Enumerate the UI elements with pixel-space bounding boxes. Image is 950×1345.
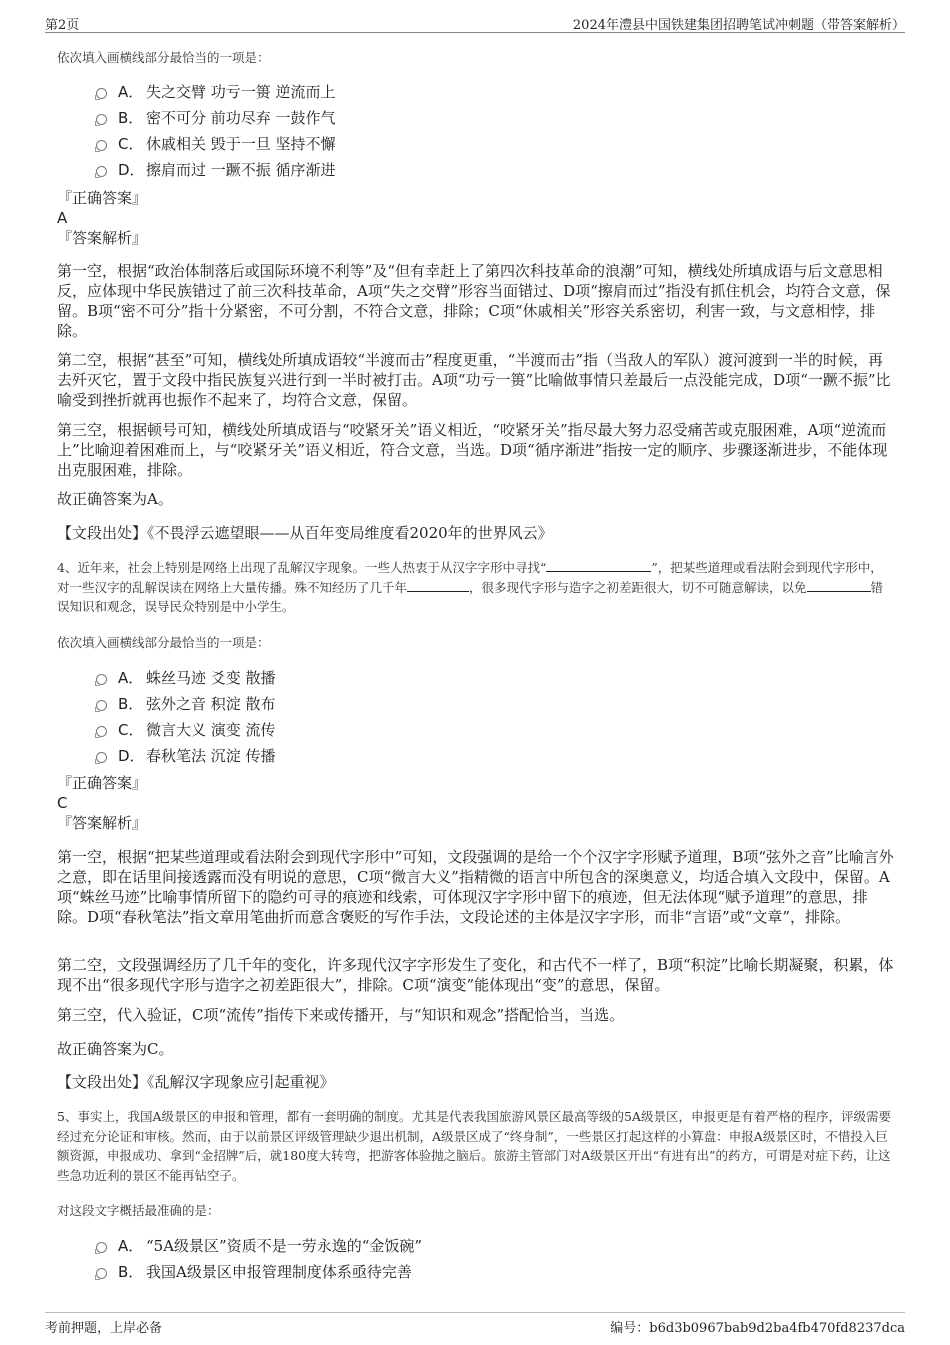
q3-option-a[interactable]: A． 失之交臂 功亏一篑 逆流而上 [96, 82, 336, 102]
page-header [45, 10, 905, 33]
radio-icon[interactable] [96, 1242, 107, 1253]
document-title: 2024年澧县中国铁建集团招聘笔试冲刺题（带答案解析） [572, 18, 905, 33]
q3-source: 【文段出处】《不畏浮云遮望眼——从百年变局维度看2020年的世界风云》 [57, 524, 553, 542]
q4-option-d[interactable]: D． 春秋笔法 沉淀 传播 [96, 746, 276, 766]
q4-conclusion: 故正确答案为C。 [57, 1040, 174, 1058]
q3-option-b[interactable]: B． 密不可分 前功尽弃 一鼓作气 [96, 108, 336, 128]
q5-passage: 5、事实上，我国A级景区的申报和管理，都有一套明确的制度。尤其是代表我国旅游风景区最高等级的5A级景区，申报更是有着严格的程序，评级需要经过充分论证和审核。然而，由于以前景区评级管理缺少退出机制，A级景区成了“终身制”，一些景区打起这样的小算盘：申报A级景区时，不惜投入巨额资源，申报成功、拿到“金招牌”后，就180度大转弯，把游客体验抛之脑后。旅游主管部门对A级景区开出“有进有出”的药方，可谓是对症下药，让这些急功近利的景区不能再钻空子。 [57, 1109, 891, 1183]
q4-analysis-para-3: 第三空，代入验证，C项“流传”指传下来或传播开，与“知识和观念”搭配恰当，当选。 [57, 1006, 625, 1024]
document-id: 编号：b6d3b0967bab9d2ba4fb470fd8237dca [610, 1321, 905, 1336]
q5-prompt: 对这段文字概括最准确的是： [57, 1203, 220, 1218]
q3-analysis-label: 『答案解析』 [57, 229, 148, 247]
q3-analysis-para-2: 第二空，根据“甚至”可知，横线处所填成语较“半渡而击”程度更重，“半渡而击”指（当敌人的军队）渡河渡到一半的时候，再去歼灭它，置于文段中指民族复兴进行到一半时被打击。A项“功亏一篑”比喻做事情只差最后一点没能完成，D项“一蹶不振”比喻受到挫折就再也振作不起来了，均符合文意，保留。 [57, 351, 891, 409]
q4-prompt: 依次填入画横线部分最恰当的一项是： [57, 635, 270, 650]
radio-icon[interactable] [96, 1268, 107, 1279]
page-footer [45, 1312, 905, 1336]
q4-option-c[interactable]: C． 微言大义 演变 流传 [96, 720, 276, 740]
q5-option-a[interactable]: A． “5A级景区”资质不是一劳永逸的“金饭碗” [96, 1236, 422, 1256]
radio-icon[interactable] [96, 88, 107, 99]
q4-answer-value: C [57, 794, 68, 812]
q3-answer-value: A [57, 209, 68, 227]
q3-analysis-para-3: 第三空，根据顿号可知，横线处所填成语与“咬紧牙关”语义相近，“咬紧牙关”指尽最大努力忍受痛苦或克服困难，A项“逆流而上”比喻迎着困难而上，与“咬紧牙关”语义相近，符合文意，当选。D项“循序渐进”指按一定的顺序、步骤逐渐进步，不能体现出克服困难，排除。 [57, 421, 888, 479]
q3-analysis-para-1: 第一空，根据“政治体制落后或国际环境不利等”及“但有幸赶上了第四次科技革命的浪潮”可知，横线处所填成语与后文意思相反，应体现中华民族错过了前三次科技革命，A项“失之交臂”形容当面错过、D项“擦肩而过”指没有抓住机会，均符合文意，保留。B项“密不可分”指十分紧密，不可分割，不符合文意，排除；C项“休戚相关”形容关系密切，利害一致，与文意相悖，排除。 [57, 262, 891, 340]
q4-answer-label: 『正确答案』 [57, 774, 148, 792]
radio-icon[interactable] [96, 726, 107, 737]
q3-option-c[interactable]: C． 休戚相关 毁于一旦 坚持不懈 [96, 134, 336, 154]
radio-icon[interactable] [96, 166, 107, 177]
q4-analysis-para-2: 第二空，文段强调经历了几千年的变化，许多现代汉字字形发生了变化，和古代不一样了，B项“积淀”比喻长期凝聚，积累，体现不出“很多现代字形与造字之初差距很大”，排除。C项“演变”能体现出“变”的意思，保留。 [57, 956, 894, 994]
q4-analysis-para-1: 第一空，根据“把某些道理或看法附会到现代字形中”可知，文段强调的是给一个个汉字字形赋予道理，B项“弦外之音”比喻言外之意，即在话里间接透露而没有明说的意思，C项“微言大义”指精微的语言中所包含的深奥意义，均适合填入文段中，保留。A项“蛛丝马迹”比喻事情所留下的隐约可寻的痕迹和线索，可体现汉字字形中留下的痕迹，但无法体现“赋予道理”的意思，排除。D项“春秋笔法”指文章用笔曲折而意含褒贬的写作手法，文段论述的主体是汉字字形，而非“言语”或“文章”，排除。 [57, 848, 894, 926]
page-number: 第2页 [45, 18, 80, 33]
q5-option-b[interactable]: B． 我国A级景区申报管理制度体系亟待完善 [96, 1262, 412, 1282]
radio-icon[interactable] [96, 114, 107, 125]
blank-1 [546, 558, 651, 572]
blank-3 [807, 578, 871, 592]
q4-source: 【文段出处】《乱解汉字现象应引起重视》 [57, 1073, 335, 1091]
q4-analysis-label: 『答案解析』 [57, 814, 148, 832]
q4-option-b[interactable]: B． 弦外之音 积淀 散布 [96, 694, 276, 714]
q4-option-a[interactable]: A． 蛛丝马迹 爻变 散播 [96, 668, 276, 688]
q4-passage: 4、近年来，社会上特别是网络上出现了乱解汉字现象。一些人热衷于从汉字字形中寻找“ ”，把某些道理或看法附会到现代字形中，对一些汉字的乱解误读在网络上大量传播。殊不知经历了几千年 ，很多现代字形与造字之初差距很大，切不可随意解读，以免 错误知识和观念，误导民众特别是中小学生。 [57, 560, 884, 614]
q3-prompt: 依次填入画横线部分最恰当的一项是： [57, 50, 270, 65]
radio-icon[interactable] [96, 700, 107, 711]
blank-2 [407, 578, 469, 592]
footer-slogan: 考前押题，上岸必备 [45, 1321, 163, 1336]
q3-option-d[interactable]: D． 擦肩而过 一蹶不振 循序渐进 [96, 160, 336, 180]
radio-icon[interactable] [96, 674, 107, 685]
radio-icon[interactable] [96, 752, 107, 763]
q3-conclusion: 故正确答案为A。 [57, 490, 173, 508]
radio-icon[interactable] [96, 140, 107, 151]
q3-answer-label: 『正确答案』 [57, 189, 148, 207]
